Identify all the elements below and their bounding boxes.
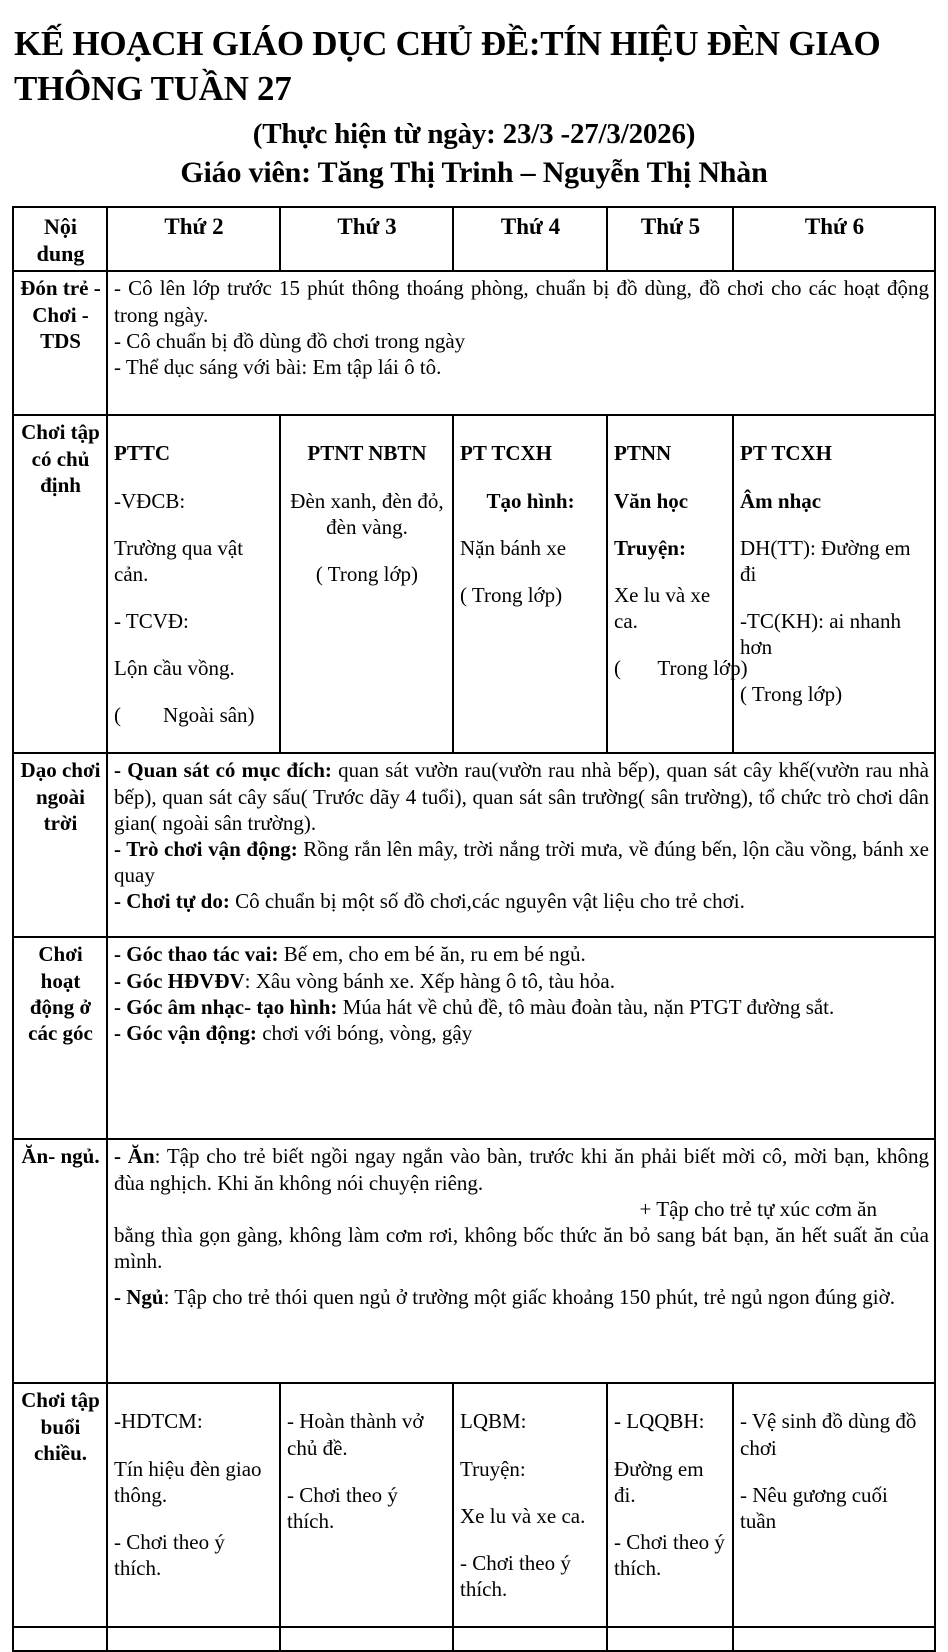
table-row: [13, 1139, 935, 1383]
header-day-2: Thứ 3: [280, 207, 453, 272]
row-content-dao-choi: [107, 753, 935, 937]
row-label-an-ngu: Ăn- ngủ.: [13, 1139, 107, 1383]
implementation-dates: (Thực hiện từ ngày: 23/3 -27/3/2026): [252, 117, 696, 150]
weekly-plan-table: [12, 206, 936, 1652]
item-label: - Ngủ: [114, 1285, 164, 1310]
activity-line: Nặn bánh xe: [460, 535, 567, 560]
item-label: - Góc vận động:: [114, 1020, 257, 1045]
cell-fri-afternoon: [733, 1383, 935, 1627]
list-item: [114, 994, 929, 1020]
row-label-don-tre: Đón trẻ - Chơi - TDS: [13, 271, 107, 415]
item-label: - Quan sát có mục đích:: [114, 758, 332, 783]
list-item: [114, 888, 929, 914]
activity-code: PT TCXH: [460, 441, 552, 466]
item-label: - Trò chơi vận động:: [114, 836, 298, 861]
item-text: Múa hát về chủ đề, tô màu đoàn tàu, nặn PTGT đường sắt.: [337, 994, 835, 1019]
activity-line: - TCVĐ:: [114, 608, 189, 633]
activity-subcode: Tạo hình:: [486, 488, 575, 513]
activity-line: -VĐCB:: [114, 488, 186, 513]
cell-thu-activity: [607, 415, 748, 753]
list-item: [114, 1020, 929, 1046]
activity-location: ( Trong lớp): [460, 582, 563, 607]
activity-code: PTNN: [614, 441, 672, 466]
list-item: - Cô lên lớp trước 15 phút thông thoáng phòng, chuẩn bị đồ dùng, đồ chơi cho các hoạt động trong ngày.: [114, 276, 929, 327]
activity-line: - Chơi theo ý thích.: [614, 1529, 725, 1580]
cell-tue-afternoon: [280, 1383, 453, 1627]
activity-line: -HDTCM:: [114, 1409, 203, 1434]
cell-wed-activity: [453, 415, 607, 753]
item-text: quan sát vườn rau(vườn rau nhà bếp), quan sát cây khế(vườn rau nhà bếp), quan sát cây sấu( Trước dãy 4 tuổi), quan sát sân trường( sân trường), tổ chức trò chơi dân gian( ngoài sân trường).: [114, 758, 929, 835]
activity-subcode: Truyện:: [614, 535, 686, 560]
list-item: [114, 1284, 929, 1310]
table-header-row: [13, 207, 935, 272]
item-label: - Chơi tự do:: [114, 889, 230, 914]
partial-cell: [13, 1627, 107, 1651]
list-item: - Cô chuẩn bị đồ dùng đồ chơi trong ngày: [114, 328, 466, 353]
table-row: [13, 753, 935, 937]
activity-line: Xe lu và xe ca.: [460, 1503, 586, 1528]
spacer: [114, 1274, 929, 1284]
teacher-names: Giáo viên: Tăng Thị Trinh – Nguyễn Thị Nhàn: [180, 156, 768, 190]
cell-thu-afternoon: [607, 1383, 733, 1627]
cell-fri-activity: [733, 415, 935, 753]
activity-line: - Chơi theo ý thích.: [114, 1529, 225, 1580]
activity-line: - Nêu gương cuối tuần: [740, 1482, 888, 1533]
activity-line: DH(TT): Đường em đi: [740, 535, 911, 586]
activity-subcode: Văn học: [614, 488, 689, 513]
partial-cell: [453, 1627, 607, 1651]
row-content-don-tre: [107, 271, 935, 415]
partial-cell: [733, 1627, 935, 1651]
partial-cell: [607, 1627, 733, 1651]
activity-location: ( Trong lớp): [740, 682, 843, 707]
row-content-an-ngu: [107, 1139, 935, 1383]
activity-line: Đèn xanh, đèn đỏ, đèn vàng.: [290, 488, 444, 539]
list-item: [114, 968, 929, 994]
activity-line: Lộn cầu vồng.: [114, 656, 235, 681]
item-text: Rồng rắn lên mây, trời nắng trời mưa, về đúng bến, lộn cầu vồng, bánh xe quay: [114, 836, 929, 887]
table-row: [13, 271, 935, 415]
item-label: - Góc HĐVĐV: [114, 968, 245, 993]
cell-mon-afternoon: [107, 1383, 280, 1627]
activity-line: Đường em đi.: [614, 1456, 704, 1507]
activity-code: PTTC: [114, 441, 171, 466]
list-item: [114, 941, 929, 967]
item-text: + Tập cho trẻ tự xúc cơm ăn: [639, 1196, 877, 1221]
row-label-choi-hoat-dong-o-cac-goc: Chơi hoạt động ở các góc: [13, 937, 107, 1139]
list-item: [114, 1143, 929, 1195]
activity-line: Xe lu và xe ca.: [614, 582, 711, 633]
activity-line: LQBM:: [460, 1409, 527, 1434]
document-heading: [0, 0, 948, 193]
table-row: [13, 937, 935, 1139]
activity-line: - Hoàn thành vở chủ đề.: [287, 1409, 424, 1460]
activity-subcode: Âm nhạc: [740, 488, 822, 513]
item-text: bằng thìa gọn gàng, không làm cơm rơi, không bốc thức ăn bỏ sang bát bạn, ăn hết suất ăn của mình.: [114, 1222, 929, 1273]
activity-line: - LQQBH:: [614, 1409, 705, 1434]
header-content-col: Nội dung: [13, 207, 107, 272]
item-text: chơi với bóng, vòng, gậy: [256, 1020, 473, 1045]
page-title: KẾ HOẠCH GIÁO DỤC CHỦ ĐỀ:TÍN HIỆU ĐÈN GIAO THÔNG TUẦN 27: [14, 24, 889, 108]
row-label-choi-tap-buoi-chieu: Chơi tập buổi chiều.: [13, 1383, 107, 1627]
activity-code: PT TCXH: [740, 441, 832, 466]
activity-line: Truyện:: [460, 1456, 526, 1481]
list-item: [114, 836, 929, 888]
activity-location: ( Trong lớp): [315, 561, 419, 586]
header-day-4: Thứ 5: [607, 207, 733, 272]
cell-wed-afternoon: [453, 1383, 607, 1627]
row-label-dao-choi-ngoai-troi: Dạo chơi ngoài trời: [13, 753, 107, 937]
activity-line: - Chơi theo ý thích.: [460, 1550, 571, 1601]
activity-line: - Vệ sinh đồ dùng đồ chơi: [740, 1409, 917, 1460]
table-row-partial: [13, 1627, 935, 1651]
list-item: - Thể dục sáng với bài: Em tập lái ô tô.: [114, 354, 442, 379]
item-text: Bế em, cho em bé ăn, ru em bé ngủ.: [278, 942, 586, 967]
item-label: - Góc thao tác vai:: [114, 942, 279, 967]
item-text: : Xâu vòng bánh xe. Xếp hàng ô tô, tàu hỏa.: [244, 968, 615, 993]
item-text: : Tập cho trẻ thói quen ngủ ở trường một giấc khoảng 150 phút, trẻ ngủ ngon đúng giờ.: [163, 1285, 895, 1310]
item-text: : Tập cho trẻ biết ngồi ngay ngắn vào bàn, trước khi ăn phải biết mời cô, mời bạn, không đùa nghịch. Khi ăn không nói chuyện riêng.: [114, 1144, 929, 1195]
cell-tue-activity: [280, 415, 453, 753]
table-row: [13, 415, 935, 753]
header-day-1: Thứ 2: [107, 207, 280, 272]
activity-line: Tín hiệu đèn giao thông.: [114, 1456, 262, 1507]
table-row: [13, 1383, 935, 1627]
row-label-choi-tap-co-chu-dinh: Chơi tập có chủ định: [13, 415, 107, 753]
header-day-5: Thứ 6: [733, 207, 935, 272]
activity-line: Trường qua vật cản.: [114, 535, 244, 586]
activity-location: ( Ngoài sân): [114, 703, 255, 728]
header-day-3: Thứ 4: [453, 207, 607, 272]
row-content-cac-goc: [107, 937, 935, 1139]
activity-location: ( Trong lớp): [614, 656, 748, 681]
item-label: - Góc âm nhạc- tạo hình:: [114, 994, 338, 1019]
activity-code: PTNT NBTN: [307, 441, 427, 466]
cell-mon-activity: [107, 415, 280, 753]
partial-cell: [107, 1627, 280, 1651]
activity-line: - Chơi theo ý thích.: [287, 1482, 398, 1533]
activity-line: -TC(KH): ai nhanh hơn: [740, 608, 901, 660]
partial-cell: [280, 1627, 453, 1651]
list-item: [114, 757, 929, 835]
item-text: Cô chuẩn bị một số đồ chơi,các nguyên vật liệu cho trẻ chơi.: [229, 889, 745, 914]
item-label: - Ăn: [114, 1144, 155, 1169]
